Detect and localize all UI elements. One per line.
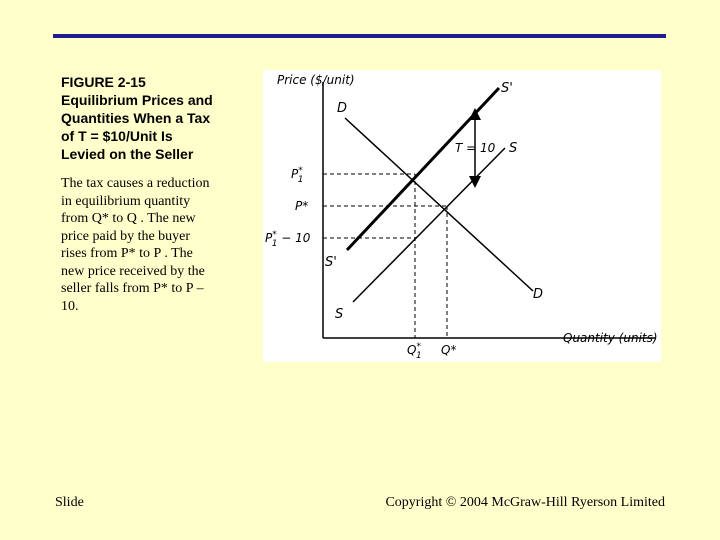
label-sup: *	[298, 166, 303, 176]
demand-curve	[345, 118, 533, 291]
figure-title-line: Equilibrium Prices and	[61, 92, 213, 108]
copyright-notice: Copyright © 2004 McGraw-Hill Ryerson Limited	[385, 495, 665, 510]
description-line: rises from P* to P . The	[61, 246, 193, 261]
diagram-svg	[263, 70, 661, 362]
shifted-supply-label-bottom: S'	[325, 255, 337, 270]
demand-label-bottom: D	[533, 287, 544, 302]
label-sub: 1	[297, 175, 304, 185]
figure-title-line: Levied on the Seller	[61, 146, 194, 162]
shifted-supply-label-top: S'	[501, 81, 513, 96]
description-line: in equilibrium quantity	[61, 193, 191, 209]
label-sup: *	[416, 342, 421, 352]
supply-label-bottom: S	[335, 307, 344, 322]
shifted-supply-curve	[347, 88, 499, 250]
demand-label-top: D	[337, 101, 348, 116]
top-rule	[53, 34, 666, 38]
label-rest: − 10	[277, 231, 311, 245]
supply-curve	[353, 148, 505, 302]
label-sup: *	[272, 230, 277, 240]
quantity-label-q1: Q* 1	[407, 342, 422, 361]
price-label-p: P*	[295, 199, 309, 213]
price-label-p1-minus-10: P* 1 − 10	[265, 230, 311, 249]
y-axis-label: Price ($/unit)	[277, 73, 355, 87]
figure-title-line: of T = $10/Unit Is	[61, 128, 173, 144]
description-line: from Q* to Q . The new	[61, 211, 196, 226]
quantity-label-q: Q*	[441, 343, 457, 357]
figure-title	[61, 73, 241, 163]
tax-label: T = 10	[455, 141, 496, 155]
supply-demand-diagram	[263, 70, 661, 362]
label-sub: 1	[271, 239, 278, 249]
price-label-p1: P* 1	[291, 166, 304, 185]
description-line: 10.	[61, 298, 79, 314]
description-line: price paid by the buyer	[61, 228, 191, 244]
description-line: seller falls from P* to P –	[61, 281, 204, 296]
figure-title-line: FIGURE 2-15	[61, 74, 146, 90]
figure-description	[61, 175, 236, 315]
x-axis-label: Quantity (units)	[563, 331, 658, 345]
description-line: The tax causes a reduction	[61, 176, 210, 191]
description-line: new price received by the	[61, 263, 205, 279]
supply-label: S	[509, 141, 518, 156]
slide-label: Slide	[55, 495, 84, 510]
label-sub: 1	[415, 351, 422, 361]
figure-title-line: Quantities When a Tax	[61, 110, 211, 126]
